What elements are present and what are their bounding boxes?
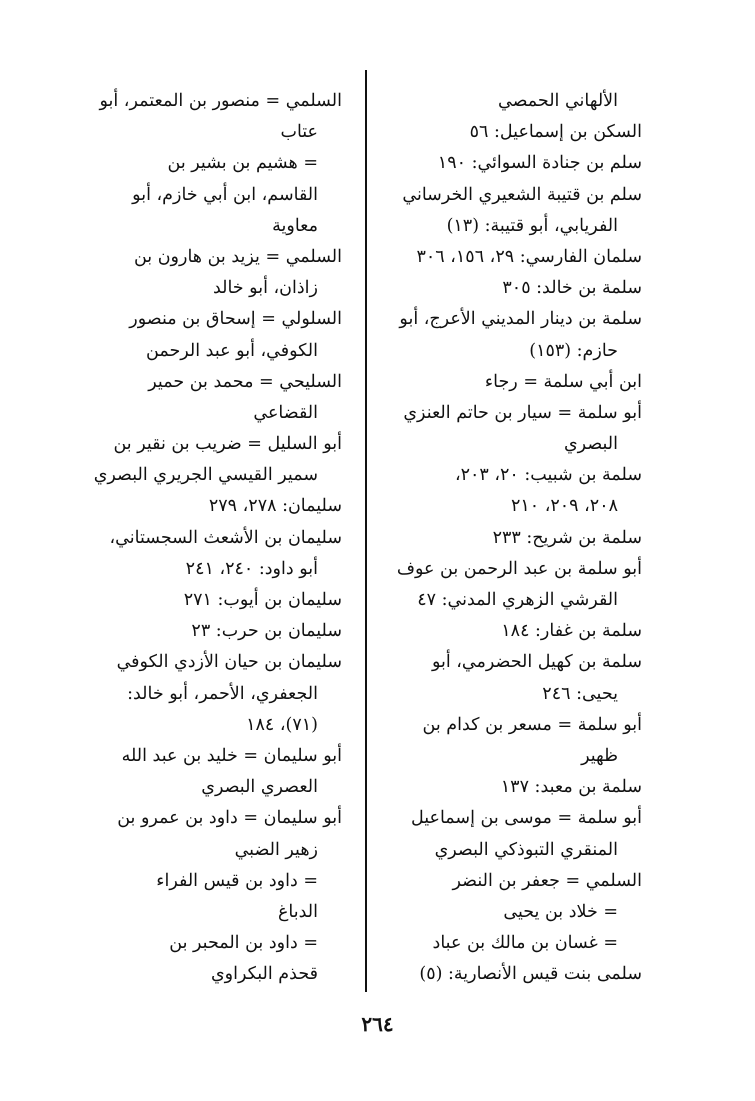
left-column: [80, 86, 342, 990]
index-entry: سلمة بن معبد: ١٣٧: [500, 777, 642, 798]
index-entry: سلمة بن شريح: ٢٣٣: [492, 527, 642, 548]
index-entry: سلمة بن دينار المديني الأعرج، أبو: [399, 309, 642, 330]
index-entry-continuation: البصري: [563, 434, 618, 455]
index-entry: = خلاد بن يحيى: [503, 901, 618, 922]
index-entry-continuation: يحيى: ٢٤٦: [542, 683, 618, 704]
index-entry-continuation: معاوية: [272, 215, 318, 236]
index-entry: الألهاني الحمصي: [498, 91, 618, 111]
index-entry-continuation: الكوفي، أبو عبد الرحمن: [146, 340, 318, 361]
index-entry-continuation: ٢٠٨، ٢٠٩، ٢١٠: [510, 496, 618, 517]
index-entry: سليمان بن الأشعث السجستاني،: [109, 527, 342, 548]
index-entry: أبو سلمة = سيار بن حاتم العنزي: [403, 402, 642, 423]
index-entry: = داود بن قيس الفراء: [156, 870, 318, 891]
index-entry: السلمي = منصور بن المعتمر، أبو: [99, 91, 342, 111]
index-entry: سليمان بن حيان الأزدي الكوفي: [116, 652, 342, 673]
index-entry: = غسان بن مالك بن عباد: [432, 933, 618, 954]
index-entry-continuation: القضاعي: [253, 402, 318, 423]
index-entry: السليحي = محمد بن حمير: [148, 371, 342, 392]
index-entry: أبو السليل = ضريب بن نقير بن: [113, 434, 342, 455]
index-entry-continuation: قحذم البكراوي: [210, 964, 318, 985]
index-entry: سلم بن قتيبة الشعيري الخرساني: [402, 184, 642, 205]
index-entry-continuation: القاسم، ابن أبي خازم، أبو: [132, 184, 318, 205]
index-entry-continuation: العصري البصري: [201, 777, 318, 798]
index-entry-continuation: المنقري التبوذكي البصري: [434, 839, 618, 860]
right-column: [370, 86, 642, 990]
index-entry: السكن بن إسماعيل: ٥٦: [469, 122, 642, 143]
index-entry: أبو سليمان = خليد بن عبد الله: [121, 745, 342, 766]
index-entry: أبو سلمة = موسى بن إسماعيل: [410, 808, 642, 829]
index-entry-continuation: (٧١)، ١٨٤: [246, 714, 318, 735]
index-entry-continuation: ظهير: [581, 745, 618, 766]
index-entry-continuation: الدباغ: [277, 901, 318, 922]
index-entry: ابن أبي سلمة = رجاء: [484, 371, 642, 392]
index-entry: سليمان بن أيوب: ٢٧١: [183, 590, 342, 610]
index-entry-continuation: الجعفري، الأحمر، أبو خالد:: [127, 683, 318, 704]
index-entry: = داود بن المحبر بن: [169, 933, 318, 954]
index-entry: سلمة بن كهيل الحضرمي، أبو: [431, 652, 642, 673]
index-entry-continuation: الفريابي، أبو قتيبة: (١٣): [446, 215, 618, 236]
index-entry: السلمي = يزيد بن هارون بن: [133, 246, 342, 267]
index-entry: أبو سليمان = داود بن عمرو بن: [117, 808, 342, 829]
index-entry-continuation: القرشي الزهري المدني: ٤٧: [417, 590, 618, 610]
index-entry: سلمة بن غفار: ١٨٤: [501, 621, 642, 642]
index-entry-continuation: أبو داود: ٢٤٠، ٢٤١: [185, 558, 318, 579]
index-entry: سلم بن جنادة السوائي: ١٩٠: [437, 153, 642, 174]
index-entry: أبو سلمة بن عبد الرحمن بن عوف: [396, 558, 642, 579]
index-entry: سلمان الفارسي: ٢٩، ١٥٦، ٣٠٦: [416, 246, 642, 267]
index-entry: سلمى بنت قيس الأنصارية: (٥): [419, 964, 642, 985]
column-divider: [365, 70, 367, 992]
index-entry-continuation: حازم: (١٥٣): [529, 340, 618, 361]
index-entry-continuation: سمير القيسي الجريري البصري: [93, 465, 318, 486]
index-entry-continuation: زهير الضبي: [234, 839, 318, 860]
index-entry: سليمان بن حرب: ٢٣: [191, 621, 342, 642]
index-entry: سليمان: ٢٧٨، ٢٧٩: [208, 496, 342, 517]
index-entry: السلولي = إسحاق بن منصور: [129, 309, 342, 330]
index-entry: = هشيم بن بشير بن: [167, 153, 318, 174]
index-entry: سلمة بن خالد: ٣٠٥: [502, 278, 642, 299]
index-entry-continuation: عتاب: [280, 122, 318, 143]
index-entry-continuation: زاذان، أبو خالد: [212, 278, 318, 299]
index-entry: أبو سلمة = مسعر بن كدام بن: [422, 714, 642, 735]
page-number: ٢٦٤: [361, 1012, 394, 1036]
index-entry: السلمي = جعفر بن النضر: [452, 870, 642, 891]
index-entry: سلمة بن شبيب: ٢٠، ٢٠٣،: [454, 465, 642, 486]
